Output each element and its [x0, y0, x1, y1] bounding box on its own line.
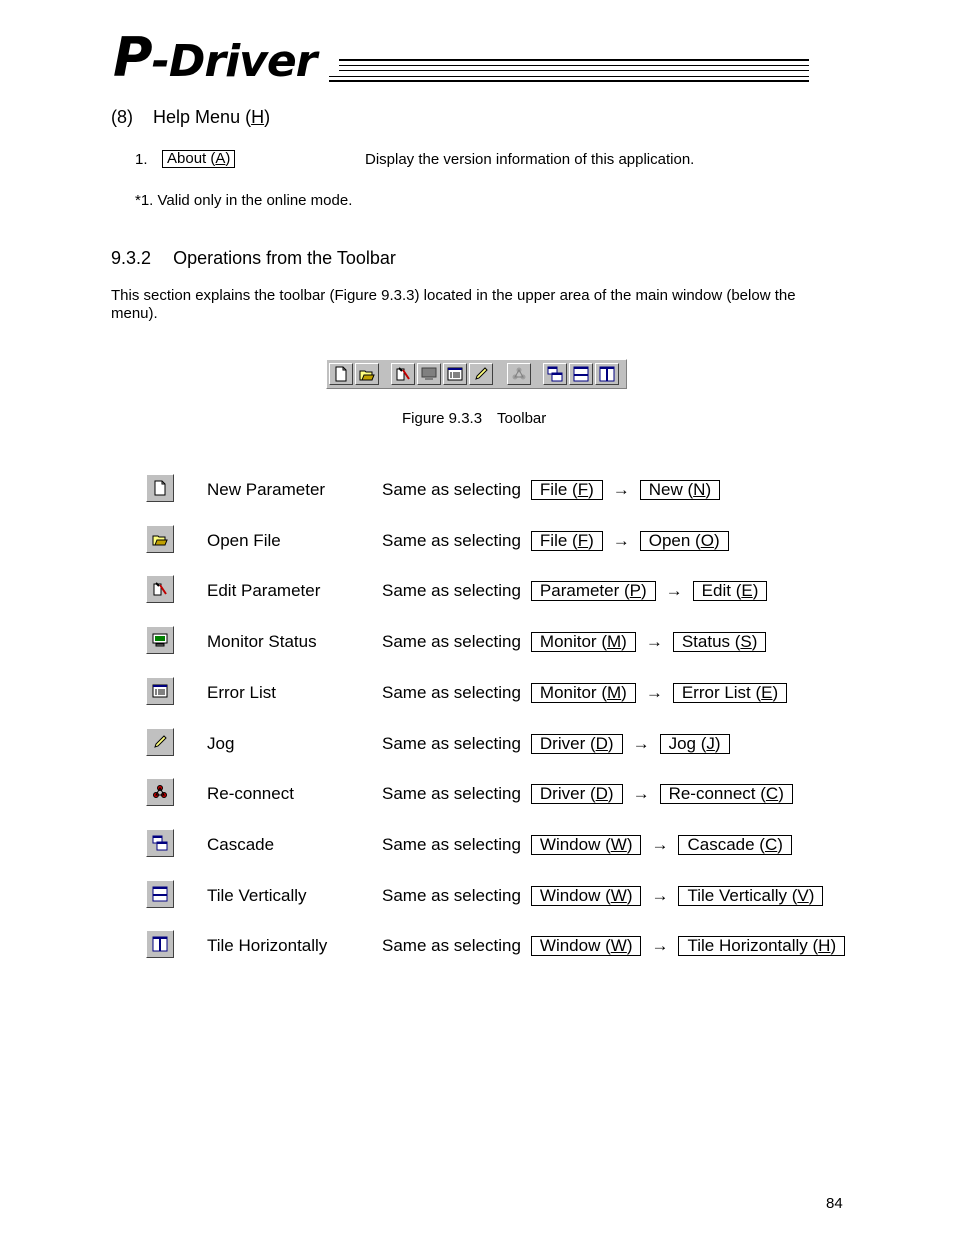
logo-text: P-Driver: [113, 26, 317, 89]
menu-close: ): [830, 936, 837, 955]
toolbar-tile-horizontal-button: [595, 363, 619, 385]
toolbar-icon-button: [146, 626, 174, 654]
page-number: 84: [826, 1195, 843, 1212]
menu-access-key: N: [693, 480, 706, 499]
menu-close: ): [777, 835, 783, 854]
menu-label: Open (: [648, 531, 701, 550]
toolbar-figure: [326, 359, 627, 389]
about-menu-item: [162, 150, 235, 168]
error-list-icon: [152, 683, 168, 699]
menu-access-key: D: [595, 784, 608, 803]
menu-access-key: S: [740, 632, 752, 651]
menu-label: Jog (: [668, 734, 707, 753]
menu-close: ): [772, 683, 779, 702]
menu-label: Error List (: [681, 683, 762, 702]
figure-caption: Figure 9.3.3 Toolbar: [402, 410, 547, 427]
heading-number: (8): [111, 107, 133, 127]
about-item-number: 1.: [135, 151, 148, 168]
menu-path: [382, 683, 787, 703]
section-title: Operations from the Toolbar: [173, 248, 396, 268]
same-as-label: Same as selecting: [382, 531, 521, 550]
arrow-icon: →: [651, 835, 669, 854]
menu-path: [382, 632, 766, 652]
intro-line: This section explains the toolbar (Figure 9.3.3) located in the upper area of the main window (below the: [111, 287, 796, 304]
command-name: Edit Parameter: [207, 581, 321, 600]
menu-path: [382, 581, 767, 601]
same-as-label: Same as selecting: [382, 835, 521, 854]
toolbar-icon-button: [146, 728, 174, 756]
arrow-icon: →: [645, 632, 663, 651]
heading-key: H: [251, 107, 265, 127]
menu-label: Monitor (: [539, 632, 607, 651]
menu-name-box: [531, 784, 623, 804]
toolbar-monitor-button: [417, 363, 441, 385]
menu-name-box: [531, 936, 642, 956]
toolbar-errorlist-button: [443, 363, 467, 385]
arrow-icon: →: [612, 531, 630, 550]
menu-close: ): [607, 734, 614, 753]
command-name: Re-connect: [207, 784, 294, 803]
menu-name-box: [531, 632, 636, 652]
error-list-icon: [447, 366, 463, 382]
same-as-label: Same as selecting: [382, 480, 521, 499]
menu-label: Tile Horizontally (: [687, 936, 819, 955]
menu-access-key: M: [606, 632, 622, 651]
menu-path: [382, 531, 729, 551]
menu-access-key: P: [629, 581, 641, 600]
menu-item-box: [678, 886, 823, 906]
about-label: About (: [167, 150, 216, 167]
arrow-icon: →: [645, 683, 663, 702]
menu-item-box: [640, 531, 729, 551]
arrow-icon: →: [632, 734, 650, 753]
menu-close: ): [626, 936, 633, 955]
menu-name-box: [531, 734, 623, 754]
arrow-icon: →: [651, 936, 669, 955]
arrow-icon: →: [632, 784, 650, 803]
menu-close: ): [588, 531, 594, 550]
menu-label: Driver (: [539, 784, 596, 803]
new-document-icon: [333, 366, 349, 382]
menu-access-key: D: [595, 734, 608, 753]
menu-close: ): [621, 632, 627, 651]
cascade-icon: [152, 835, 168, 851]
help-menu-heading: [111, 107, 270, 128]
menu-name-box: [531, 835, 642, 855]
menu-item-box: [678, 936, 845, 956]
menu-access-key: W: [610, 936, 627, 955]
menu-access-key: H: [818, 936, 831, 955]
command-name: Tile Horizontally: [207, 936, 328, 955]
same-as-label: Same as selecting: [382, 886, 521, 905]
header-rule: [339, 65, 809, 66]
toolbar-tile-vertical-button: [569, 363, 593, 385]
menu-label: Monitor (: [539, 683, 607, 702]
menu-label: File (: [539, 531, 578, 550]
same-as-label: Same as selecting: [382, 632, 521, 651]
menu-label: Re-connect (: [668, 784, 766, 803]
footnote: *1. Valid only in the online mode.: [135, 192, 353, 209]
menu-name-box: [531, 480, 603, 500]
menu-label: Cascade (: [687, 835, 765, 854]
toolbar-jog-button: [469, 363, 493, 385]
menu-access-key: E: [761, 683, 773, 702]
same-as-label: Same as selecting: [382, 683, 521, 702]
menu-access-key: C: [764, 835, 778, 854]
menu-close: ): [713, 531, 720, 550]
menu-close: ): [621, 683, 627, 702]
section-heading: [111, 248, 396, 269]
menu-item-box: [673, 683, 787, 703]
menu-access-key: W: [610, 835, 627, 854]
toolbar-icon-button: [146, 575, 174, 603]
menu-path: [382, 936, 845, 956]
command-name: Tile Vertically: [207, 886, 307, 905]
menu-label: Edit (: [701, 581, 742, 600]
menu-access-key: C: [765, 784, 779, 803]
same-as-label: Same as selecting: [382, 784, 521, 803]
command-name: Error List: [207, 683, 276, 702]
menu-close: ): [714, 734, 721, 753]
menu-label: New (: [648, 480, 694, 499]
edit-parameter-icon: [152, 581, 168, 597]
menu-label: Window (: [539, 835, 611, 854]
monitor-icon: [421, 366, 437, 382]
header-logo: [113, 26, 813, 89]
menu-close: ): [752, 581, 759, 600]
menu-path: [382, 886, 823, 906]
toolbar-icon-button: [146, 525, 174, 553]
header-rule: [329, 80, 809, 82]
menu-access-key: V: [797, 886, 809, 905]
toolbar-open-button: [355, 363, 379, 385]
command-name: Open File: [207, 531, 281, 550]
menu-path: [382, 784, 793, 804]
same-as-label: Same as selecting: [382, 581, 521, 600]
menu-label: Tile Vertically (: [687, 886, 798, 905]
arrow-icon: →: [651, 886, 669, 905]
command-name: Monitor Status: [207, 632, 317, 651]
pencil-icon: [473, 366, 489, 382]
menu-item-box: [693, 581, 768, 601]
header-rule: [339, 70, 809, 71]
menu-access-key: M: [606, 683, 622, 702]
menu-access-key: W: [610, 886, 627, 905]
menu-close: ): [626, 886, 633, 905]
section-number: 9.3.2: [111, 248, 152, 268]
section-intro: [111, 287, 851, 323]
reconnect-icon: [152, 784, 168, 800]
toolbar-icon-button: [146, 474, 174, 502]
header-rule: [329, 76, 809, 77]
tile-vertical-icon: [152, 886, 168, 902]
menu-label: Parameter (: [539, 581, 630, 600]
menu-close: ): [705, 480, 712, 499]
same-as-label: Same as selecting: [382, 936, 521, 955]
toolbar-icon-button: [146, 829, 174, 857]
menu-close: ): [778, 784, 784, 803]
menu-name-box: [531, 581, 656, 601]
toolbar-icon-button: [146, 778, 174, 806]
menu-close: ): [626, 835, 633, 854]
toolbar-reconnect-button: [507, 363, 531, 385]
command-name: Jog: [207, 734, 235, 753]
menu-item-box: [678, 835, 791, 855]
menu-close: ): [588, 480, 594, 499]
menu-path: [382, 480, 720, 500]
about-key: A: [215, 150, 226, 167]
tile-horizontal-icon: [152, 936, 168, 952]
menu-path: [382, 734, 730, 754]
menu-name-box: [531, 683, 636, 703]
menu-label: Window (: [539, 886, 611, 905]
menu-access-key: J: [706, 734, 715, 753]
edit-parameter-icon: [395, 366, 411, 382]
header-rule: [339, 59, 809, 61]
menu-path: [382, 835, 792, 855]
tile-vertical-icon: [573, 366, 589, 382]
toolbar-edit-button: [391, 363, 415, 385]
cascade-icon: [547, 366, 563, 382]
arrow-icon: →: [612, 480, 630, 499]
toolbar-icon-button: [146, 930, 174, 958]
pencil-icon: [152, 734, 168, 750]
menu-label: Status (: [681, 632, 741, 651]
new-document-icon: [152, 480, 168, 496]
menu-access-key: O: [700, 531, 714, 550]
intro-line: menu).: [111, 305, 158, 322]
menu-item-box: [640, 480, 720, 500]
open-folder-icon: [152, 531, 168, 547]
menu-access-key: F: [577, 531, 589, 550]
menu-close: ): [751, 632, 758, 651]
menu-item-box: [660, 784, 793, 804]
menu-close: ): [641, 581, 647, 600]
open-folder-icon: [359, 366, 375, 382]
reconnect-icon: [511, 366, 527, 382]
heading-text: Help Menu (: [153, 107, 252, 127]
menu-name-box: [531, 531, 603, 551]
menu-label: Window (: [539, 936, 611, 955]
tile-horizontal-icon: [599, 366, 615, 382]
menu-access-key: E: [741, 581, 753, 600]
arrow-icon: →: [665, 581, 683, 600]
monitor-icon: [152, 632, 168, 648]
toolbar-icon-button: [146, 677, 174, 705]
menu-item-box: [660, 734, 730, 754]
menu-name-box: [531, 886, 642, 906]
menu-close: ): [808, 886, 815, 905]
menu-label: Driver (: [539, 734, 596, 753]
heading-close: ): [264, 107, 271, 127]
about-description: Display the version information of this application.: [365, 151, 695, 168]
menu-label: File (: [539, 480, 578, 499]
menu-item-box: [673, 632, 767, 652]
same-as-label: Same as selecting: [382, 734, 521, 753]
command-name: New Parameter: [207, 480, 326, 499]
menu-access-key: F: [577, 480, 589, 499]
about-close: ): [225, 150, 231, 167]
toolbar-new-button: [329, 363, 353, 385]
toolbar-cascade-button: [543, 363, 567, 385]
toolbar-icon-button: [146, 880, 174, 908]
command-name: Cascade: [207, 835, 275, 854]
menu-close: ): [607, 784, 614, 803]
